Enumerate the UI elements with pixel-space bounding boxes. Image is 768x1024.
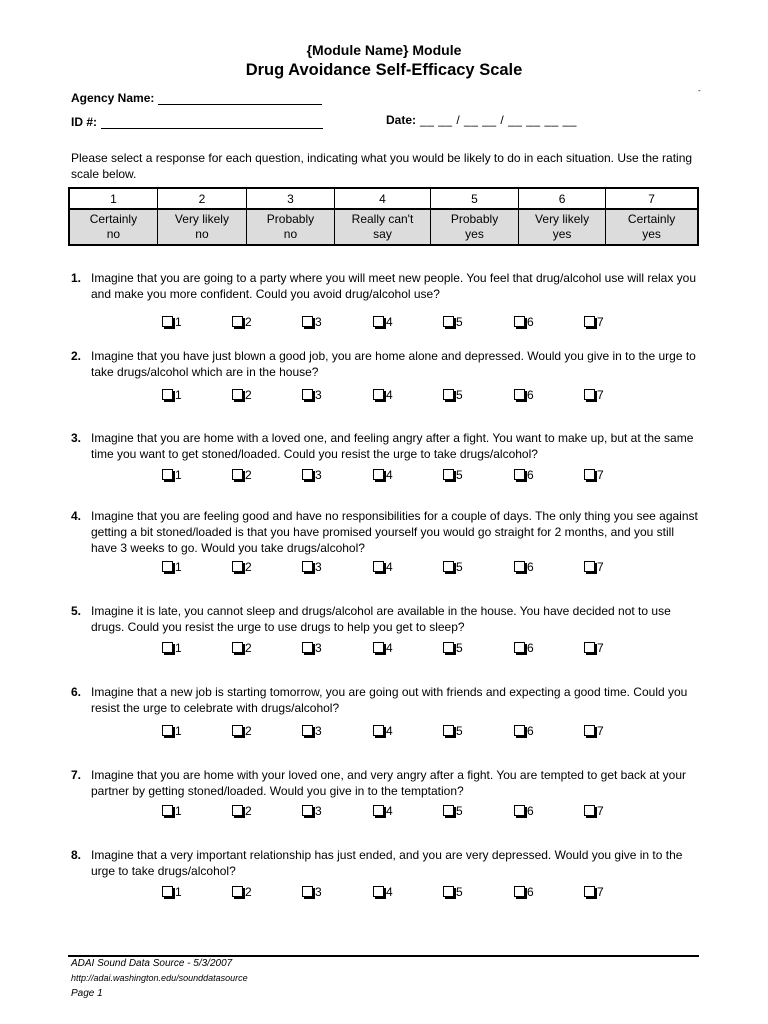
checkbox-icon[interactable] [443,805,454,816]
question-1-option-4[interactable] [373,315,393,329]
checkbox-icon[interactable] [373,389,384,400]
question-6 [71,684,711,716]
scale-description-3 [247,209,335,245]
checkbox-icon[interactable] [232,886,243,897]
question-number: 3. [71,431,82,445]
question-text: Imagine that you are feeling good and have no responsibilities for a couple of days. The only thing you see against getting a bit stoned/loaded is that you have promised yourself you would go straight for 2 months, and you still have 3 weeks to go. Would you take drugs/alcohol? [91,509,698,555]
option-label: 5 [456,468,463,482]
option-label: 5 [456,885,463,899]
question-3 [71,430,711,462]
option-label: 4 [386,468,393,482]
question-1 [71,270,711,302]
checkbox-icon[interactable] [162,725,173,736]
checkbox-icon[interactable] [162,469,173,480]
instructions: Please select a response for each question, indicating what you would be likely to do in each situation. Use the rating scale below. [71,151,693,181]
question-3-option-7[interactable] [584,468,604,482]
date-input-mask[interactable]: __ __ / __ __ / __ __ __ __ [420,113,577,127]
question-7 [71,767,711,799]
question-6-option-1[interactable] [162,724,182,738]
option-label: 2 [245,804,252,818]
checkbox-icon[interactable] [162,561,173,572]
checkbox-icon[interactable] [232,316,243,327]
option-label: 6 [527,641,534,655]
scale-description-line1: Probably [266,212,315,226]
option-label: 3 [315,388,322,402]
question-2-option-6[interactable] [514,388,534,402]
option-label: 7 [597,641,604,655]
checkbox-icon[interactable] [373,469,384,480]
question-7-option-2[interactable] [232,804,252,818]
scale-number-6: 6 [518,188,605,209]
scale-description-line1: Certainly [89,212,138,226]
option-label: 1 [175,885,182,899]
question-number: 1. [71,271,82,285]
scale-number-5: 5 [431,188,519,209]
id-label: ID #: [71,115,98,129]
option-label: 2 [245,641,252,655]
option-label: 4 [386,641,393,655]
option-label: 3 [315,468,322,482]
question-7-option-6[interactable] [514,804,534,818]
question-7-option-7[interactable] [584,804,604,818]
question-6-option-3[interactable] [302,724,322,738]
option-label: 5 [456,560,463,574]
option-label: 2 [245,468,252,482]
question-4-option-3[interactable] [302,560,322,574]
scale-description-5 [431,209,519,245]
question-number: 5. [71,604,82,618]
checkbox-icon[interactable] [232,469,243,480]
option-label: 4 [386,560,393,574]
question-5-option-3[interactable] [302,641,322,655]
scale-number-3: 3 [247,188,335,209]
checkbox-icon[interactable] [584,316,595,327]
question-6-option-7[interactable] [584,724,604,738]
question-5 [71,603,711,635]
scale-description-line2: yes [642,227,661,241]
question-8-option-3[interactable] [302,885,322,899]
checkbox-icon[interactable] [584,805,595,816]
option-label: 3 [315,885,322,899]
question-number: 4. [71,509,82,523]
option-label: 6 [527,560,534,574]
scale-description-6 [518,209,605,245]
question-4-option-2[interactable] [232,560,252,574]
scale-description-line1: Very likely [535,212,590,226]
checkbox-icon[interactable] [232,725,243,736]
question-1-option-1[interactable] [162,315,182,329]
question-number: 2. [71,349,82,363]
checkbox-icon[interactable] [514,316,525,327]
question-text: Imagine it is late, you cannot sleep and drugs/alcohol are available in the house. You have decided not to use drugs. Could you resist the urge to use drugs to help you get to sleep? [91,604,671,634]
option-label: 1 [175,724,182,738]
scale-description-line2: yes [552,227,572,241]
option-label: 5 [456,388,463,402]
option-label: 6 [527,468,534,482]
scale-number-2: 2 [157,188,246,209]
question-2-option-7[interactable] [584,388,604,402]
question-7-option-5[interactable] [443,804,463,818]
checkbox-icon[interactable] [443,642,454,653]
question-1-option-7[interactable] [584,315,604,329]
scale-description-line1: Certainly [627,212,676,226]
question-3-option-4[interactable] [373,468,393,482]
question-8 [71,847,711,879]
option-label: 7 [597,885,604,899]
question-6-option-5[interactable] [443,724,463,738]
question-4-option-6[interactable] [514,560,534,574]
checkbox-icon[interactable] [373,725,384,736]
option-label: 4 [386,804,393,818]
option-label: 7 [597,468,604,482]
checkbox-icon[interactable] [302,805,313,816]
scale-description-1 [69,209,157,245]
checkbox-icon[interactable] [443,886,454,897]
option-label: 1 [175,388,182,402]
question-1-option-5[interactable] [443,315,463,329]
checkbox-icon[interactable] [584,725,595,736]
checkbox-icon[interactable] [302,561,313,572]
question-3-option-6[interactable] [514,468,534,482]
scale-description-4 [334,209,430,245]
checkbox-icon[interactable] [232,642,243,653]
option-label: 6 [527,724,534,738]
scale-description-line1: Very likely [174,212,229,226]
checkbox-icon[interactable] [584,389,595,400]
option-label: 4 [386,388,393,402]
checkbox-icon[interactable] [373,316,384,327]
checkbox-icon[interactable] [584,561,595,572]
question-text: Imagine that you are going to a party where you will meet new people. You feel that drug/alcohol use will relax you and make you more confident. Could you avoid drug/alcohol use? [91,271,697,301]
checkbox-icon[interactable] [514,805,525,816]
option-label: 7 [597,804,604,818]
option-label: 6 [527,315,534,329]
question-number: 6. [71,685,82,699]
question-1-option-2[interactable] [232,315,252,329]
option-label: 2 [245,388,252,402]
question-4-option-1[interactable] [162,560,182,574]
checkbox-icon[interactable] [584,886,595,897]
question-8-option-1[interactable] [162,885,182,899]
footer-url: http://adai.washington.edu/sounddatasource [71,973,248,983]
checkbox-icon[interactable] [162,805,173,816]
option-label: 5 [456,641,463,655]
option-label: 5 [456,724,463,738]
scale-title: Drug Avoidance Self-Efficacy Scale [245,61,523,79]
checkbox-icon[interactable] [162,389,173,400]
question-2-option-1[interactable] [162,388,182,402]
question-4-option-7[interactable] [584,560,604,574]
question-5-option-7[interactable] [584,641,604,655]
scale-description-7 [606,209,698,245]
scale-description-line2: no [106,227,121,241]
question-2 [71,348,711,380]
option-label: 7 [597,388,604,402]
question-2-option-3[interactable] [302,388,322,402]
footer-divider [68,955,699,957]
checkbox-icon[interactable] [373,561,384,572]
question-5-option-6[interactable] [514,641,534,655]
date-field [386,113,577,127]
question-text: Imagine that you are home with a loved one, and feeling angry after a fight. You want to make up, but at the same time you want to get stoned/loaded. Could you resist the urge to take drugs/alcohol? [91,431,694,461]
question-5-option-4[interactable] [373,641,393,655]
question-6-option-6[interactable] [514,724,534,738]
checkbox-icon[interactable] [584,642,595,653]
option-label: 1 [175,315,182,329]
question-7-option-3[interactable] [302,804,322,818]
checkbox-icon[interactable] [373,805,384,816]
checkbox-icon[interactable] [302,469,313,480]
question-3-option-5[interactable] [443,468,463,482]
option-label: 4 [386,885,393,899]
scale-number-7: 7 [606,188,698,209]
question-8-option-6[interactable] [514,885,534,899]
option-label: 3 [315,804,322,818]
scale-description-2 [157,209,246,245]
scale-description-line1: Probably [450,212,499,226]
option-label: 6 [527,804,534,818]
checkbox-icon[interactable] [162,642,173,653]
option-label: 1 [175,641,182,655]
scale-description-line1: Really can't [351,212,414,226]
question-text: Imagine that you are home with your loved one, and very angry after a fight. You are tempted to get back at your partner by getting stoned/loaded. Would you give in to the temptation? [91,768,687,798]
question-text: Imagine that a new job is starting tomorrow, you are going out with friends and expecting a good time. Could you resist the urge to celebrate with drugs/alcohol? [91,685,688,715]
option-label: 5 [456,315,463,329]
checkbox-icon[interactable] [232,805,243,816]
question-8-option-2[interactable] [232,885,252,899]
question-8-option-4[interactable] [373,885,393,899]
question-8-option-7[interactable] [584,885,604,899]
checkbox-icon[interactable] [302,389,313,400]
agency-name-input-line[interactable] [158,92,322,105]
option-label: 3 [315,315,322,329]
footer-page-number: Page 1 [71,988,103,999]
question-5-option-2[interactable] [232,641,252,655]
option-label: 3 [315,560,322,574]
checkbox-icon[interactable] [162,886,173,897]
question-2-option-2[interactable] [232,388,252,402]
option-label: 2 [245,724,252,738]
question-number: 7. [71,768,82,782]
option-label: 6 [527,388,534,402]
question-4 [71,508,711,556]
option-label: 1 [175,804,182,818]
option-label: 4 [386,724,393,738]
question-5-option-5[interactable] [443,641,463,655]
checkbox-icon[interactable] [514,561,525,572]
question-text: Imagine that a very important relationship has just ended, and you are very depressed. Would you give in to the urge to take drugs/alcohol? [91,848,683,878]
question-3-option-2[interactable] [232,468,252,482]
checkbox-icon[interactable] [302,886,313,897]
question-2-option-5[interactable] [443,388,463,402]
scale-description-line2: yes [465,227,484,241]
option-label: 1 [175,468,182,482]
checkbox-icon[interactable] [514,886,525,897]
rating-scale-table [68,187,699,246]
option-label: 2 [245,560,252,574]
stray-mark: - [698,86,701,95]
checkbox-icon[interactable] [232,561,243,572]
scale-description-line2: no [283,227,298,241]
checkbox-icon[interactable] [514,725,525,736]
checkbox-icon[interactable] [443,561,454,572]
id-field [71,115,323,129]
question-3-option-1[interactable] [162,468,182,482]
question-number: 8. [71,848,82,862]
scale-description-line2: no [195,227,209,241]
scale-number-4: 4 [334,188,430,209]
question-3-option-3[interactable] [302,468,322,482]
option-label: 7 [597,560,604,574]
question-5-option-1[interactable] [162,641,182,655]
question-2-option-4[interactable] [373,388,393,402]
checkbox-icon[interactable] [302,725,313,736]
module-title: {Module Name} Module [306,42,462,58]
scale-description-line2: say [373,227,392,241]
option-label: 7 [597,724,604,738]
checkbox-icon[interactable] [514,389,525,400]
option-label: 7 [597,315,604,329]
question-4-option-4[interactable] [373,560,393,574]
question-8-option-5[interactable] [443,885,463,899]
option-label: 3 [315,641,322,655]
checkbox-icon[interactable] [302,642,313,653]
question-6-option-2[interactable] [232,724,252,738]
question-text: Imagine that you have just blown a good job, you are home alone and depressed. Would you give in to the urge to take drugs/alcohol which are in the house? [91,349,696,379]
checkbox-icon[interactable] [443,389,454,400]
option-label: 2 [245,315,252,329]
question-7-option-4[interactable] [373,804,393,818]
checkbox-icon[interactable] [514,642,525,653]
option-label: 4 [386,315,393,329]
checkbox-icon[interactable] [373,642,384,653]
agency-name-field [71,91,322,105]
checkbox-icon[interactable] [373,886,384,897]
footer-source: ADAI Sound Data Source - 5/3/2007 [71,958,233,969]
id-input-line[interactable] [101,116,323,129]
question-6-option-4[interactable] [373,724,393,738]
checkbox-icon[interactable] [232,389,243,400]
question-1-option-3[interactable] [302,315,322,329]
option-label: 5 [456,804,463,818]
question-1-option-6[interactable] [514,315,534,329]
checkbox-icon[interactable] [302,316,313,327]
option-label: 6 [527,885,534,899]
option-label: 2 [245,885,252,899]
option-label: 1 [175,560,182,574]
checkbox-icon[interactable] [443,469,454,480]
checkbox-icon[interactable] [443,316,454,327]
checkbox-icon[interactable] [162,316,173,327]
date-label: Date: [386,113,417,127]
question-7-option-1[interactable] [162,804,182,818]
checkbox-icon[interactable] [584,469,595,480]
checkbox-icon[interactable] [443,725,454,736]
agency-name-label: Agency Name: [71,91,155,105]
scale-number-1: 1 [69,188,157,209]
option-label: 3 [315,724,322,738]
checkbox-icon[interactable] [514,469,525,480]
question-4-option-5[interactable] [443,560,463,574]
